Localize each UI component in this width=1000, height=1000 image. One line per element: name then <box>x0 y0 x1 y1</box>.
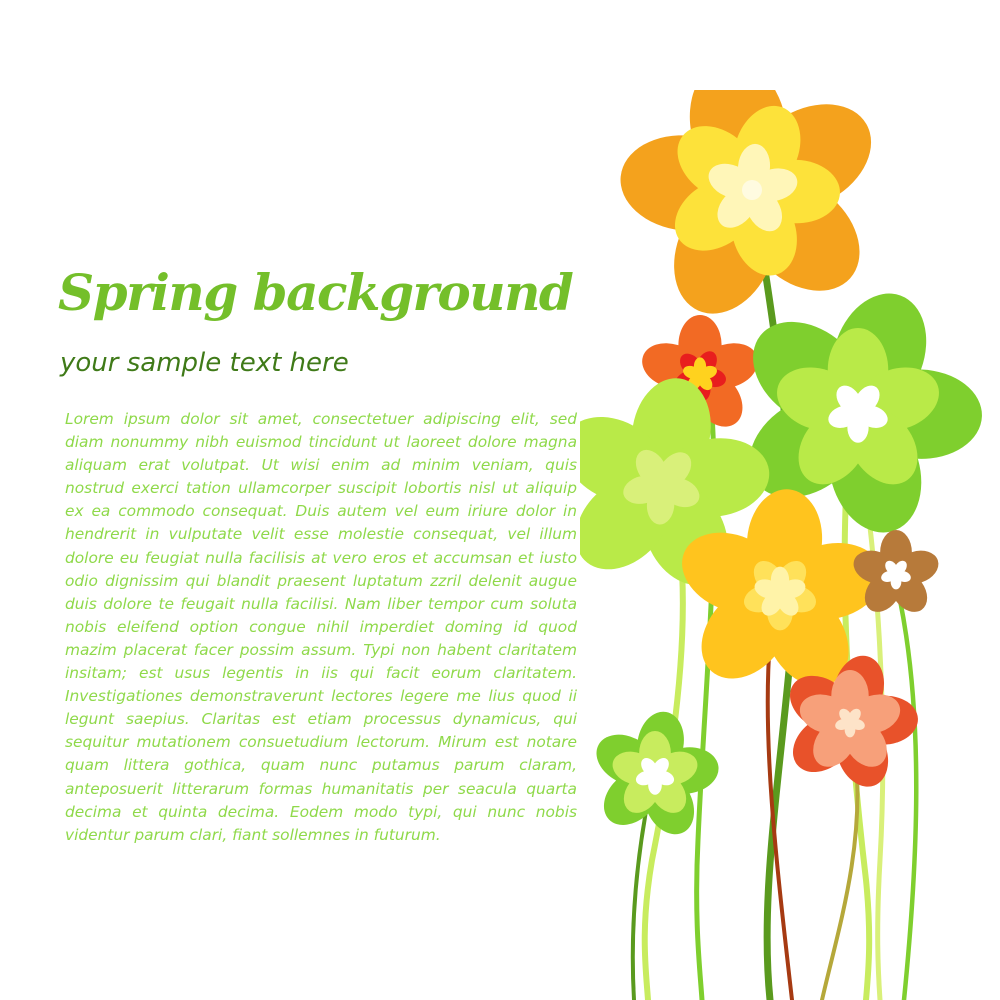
flower-orange-large <box>616 90 890 330</box>
flower-illustration <box>580 90 1000 1000</box>
body-paragraph: Lorem ipsum dolor sit amet, consectetuer adipiscing elit, sed diam nonummy nibh euismod tincidunt ut laoreet dolore magna aliquam erat volutpat. Ut wisi enim ad minim veniam, quis nostrud exerci tation ullamcorper suscipit lobortis nisl ut aliquip ex ea commodo consequat. Duis autem vel eum iriure dolor in hendrerit in vulputate velit esse molestie consequat, vel illum dolore eu feugiat nulla facilisis at vero eros et accumsan et iusto odio dignissim qui blandit praesent luptatum zzril delenit augue duis dolore te feugait nulla facilisi. Nam liber tempor cum soluta nobis eleifend option congue nihil imperdiet doming id quod mazim placerat facer possim assum. Typi non habent claritatem insitam; est usus legentis in iis qui facit eorum claritatem. Investigationes demonstraverunt lectores legere me lius quod ii legunt saepius. Claritas est etiam processus dynamicus, qui sequitur mutationem consuetudium lectorum. Mirum est notare quam littera gothica, quam nunc putamus parum claram, anteposuerit litterarum formas humanitatis per seacula quarta decima et quinta decima. Eodem modo typi, qui nunc nobis videntur parum clari, fiant sollemnes in futurum. <box>65 410 577 844</box>
page-subtitle: your sample text here <box>60 348 349 378</box>
flower-green-small <box>588 708 722 843</box>
page-title: Spring background <box>58 263 573 322</box>
